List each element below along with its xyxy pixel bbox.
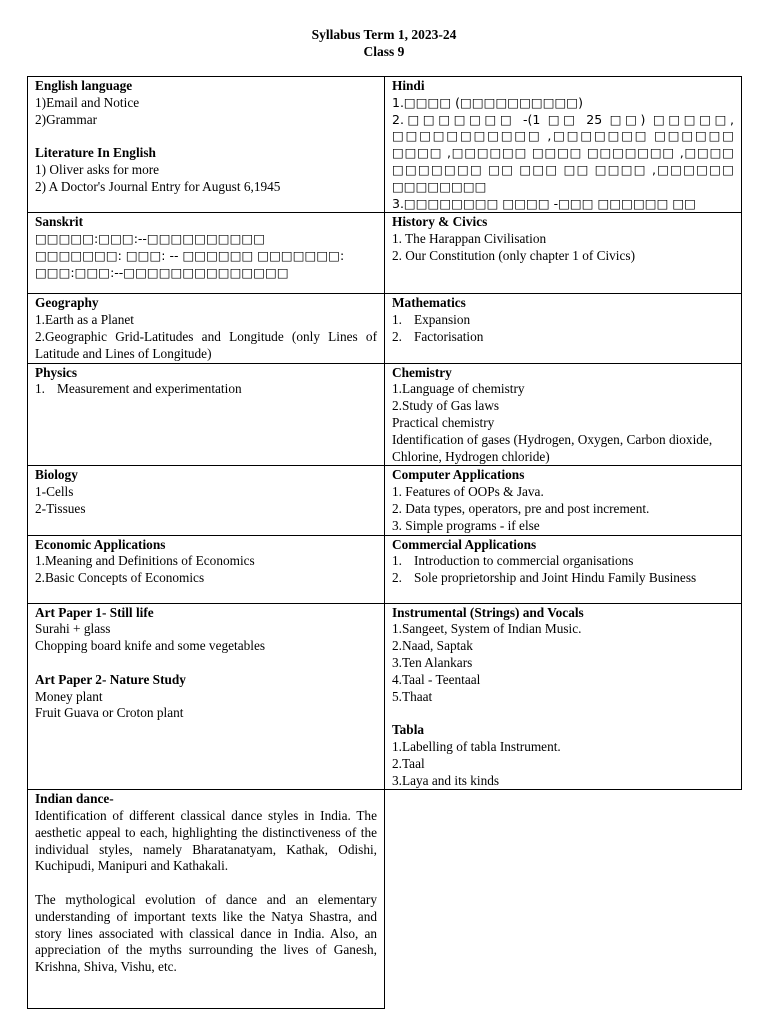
dance-paragraph-1: Identification of different classical dance styles in India. The aesthetic appeal to each, highlighting the distinctiveness of the individual styles, namely Bharatanatyam, Kathak, Odishi, Kuchipudi, Manipuri and Kathakali. [35, 808, 377, 874]
commercial-heading: Commercial Applications [392, 536, 537, 552]
history-heading: History & Civics [392, 214, 488, 230]
dance-paragraph-2: The mythological evolution of dance and an elementary understanding of important texts like the Natya Shastra, and story lines associated with classical dance in India. Also, an appreciation of the myths surrounding the lives of Ganesh, Krishna, Shiva, Vishu, etc. [35, 892, 377, 975]
history-item-2: 2. Our Constitution (only chapter 1 of Civics) [392, 247, 636, 263]
geography-item-1: 1.Earth as a Planet [35, 312, 134, 328]
economic-cell [28, 535, 385, 603]
hindi-item-3: 3.□□□□□□□□ □□□□ -□□□ □□□□□□ □□ [392, 195, 696, 211]
english-cell [28, 77, 385, 213]
music-item-2: 2.Naad, Saptak [392, 638, 473, 654]
computer-cell [385, 466, 742, 535]
list-item: 1. Expansion [392, 312, 471, 328]
music-heading: Instrumental (Strings) and Vocals [392, 604, 584, 620]
music-item-4: 4.Taal - Teentaal [392, 671, 481, 687]
music-cell [385, 603, 742, 790]
biology-item-1: 1-Cells [35, 484, 74, 500]
sanskrit-cell [28, 213, 385, 294]
geography-heading: Geography [35, 295, 99, 311]
hindi-item-2: 2.□□□□□□□ -(1 □□ 25 □□) □□□□□, □□□□□□□□□□□ ,□□□□□□□ □□□□□□ □□□□ ,□□□□□□ □□□□ □□□□□□□ ,□□□□ □□□□□□□ □□ □□□ □□ □□□□ ,□□□□□□ □□□□□□□□ [392, 111, 734, 194]
empty-cell [385, 790, 742, 1009]
english-heading: English language [35, 78, 133, 93]
syllabus-table [27, 76, 742, 1009]
sanskrit-heading: Sanskrit [35, 214, 84, 230]
chemistry-item-1: 1.Language of chemistry [392, 381, 525, 397]
commercial-list [392, 553, 734, 587]
music-item-3: 3.Ten Alankars [392, 654, 473, 670]
art-paper2-item-2: Fruit Guava or Croton plant [35, 705, 184, 721]
history-item-1: 1. The Harappan Civilisation [392, 231, 547, 247]
list-item: 1. Measurement and experimentation [35, 381, 242, 397]
art-paper2-heading: Art Paper 2- Nature Study [35, 671, 186, 687]
table-row [28, 535, 742, 603]
music-item-1: 1.Sangeet, System of Indian Music. [392, 621, 582, 637]
sanskrit-item-3: □□□:□□□:--□□□□□□□□□□□□□□ [35, 264, 289, 280]
commercial-cell [385, 535, 742, 603]
chemistry-practical: Identification of gases (Hydrogen, Oxygen, Carbon dioxide, Chlorine, Hydrogen chloride) [392, 431, 713, 464]
sanskrit-item-2: □□□□□□□: □□□: -- □□□□□□ □□□□□□□: [35, 247, 345, 263]
physics-heading: Physics [35, 364, 78, 380]
chemistry-item-3: Practical chemistry [392, 414, 495, 430]
table-row [28, 363, 742, 466]
economic-heading: Economic Applications [35, 536, 166, 552]
geography-item-2: 2.Geographic Grid-Latitudes and Longitude (only Lines of Latitude and Lines of Longitude) [35, 328, 377, 361]
tabla-heading: Tabla [392, 722, 425, 738]
dance-cell [28, 790, 385, 1009]
computer-item-3: 3. Simple programs - if else [392, 517, 540, 533]
mathematics-list [392, 312, 734, 346]
biology-item-2: 2-Tissues [35, 500, 86, 516]
hindi-heading: Hindi [392, 78, 425, 93]
table-row [28, 466, 742, 535]
art-paper1-item-2: Chopping board knife and some vegetables [35, 638, 266, 654]
dance-heading: Indian dance- [35, 791, 114, 807]
syllabus-term-title: Syllabus Term 1, 2023-24 [311, 27, 457, 42]
biology-heading: Biology [35, 467, 78, 483]
computer-item-1: 1. Features of OOPs & Java. [392, 484, 544, 500]
music-item-5: 5.Thaat [392, 688, 433, 704]
document-title [0, 26, 768, 60]
english-item-2: 2)Grammar [35, 111, 98, 127]
tabla-item-2: 2.Taal [392, 755, 425, 771]
chemistry-item-2: 2.Study of Gas laws [392, 398, 500, 414]
table-row [28, 603, 742, 790]
physics-cell [28, 363, 385, 466]
table-row [28, 213, 742, 294]
chemistry-heading: Chemistry [392, 364, 452, 380]
list-item: 2. Sole proprietorship and Joint Hindu Family Business [392, 570, 697, 586]
economic-item-2: 2.Basic Concepts of Economics [35, 570, 205, 586]
chemistry-cell [385, 363, 742, 466]
english-item-1: 1)Email and Notice [35, 94, 140, 110]
computer-item-2: 2. Data types, operators, pre and post increment. [392, 500, 650, 516]
geography-cell [28, 294, 385, 363]
biology-cell [28, 466, 385, 535]
art-paper1-heading: Art Paper 1- Still life [35, 604, 154, 620]
art-paper2-item-1: Money plant [35, 688, 103, 704]
mathematics-cell [385, 294, 742, 363]
economic-item-1: 1.Meaning and Definitions of Economics [35, 553, 255, 569]
history-cell [385, 213, 742, 294]
literature-item-1: 1) Oliver asks for more [35, 161, 160, 177]
table-row [28, 294, 742, 363]
literature-item-2: 2) A Doctor's Journal Entry for August 6,1945 [35, 178, 281, 194]
class-label: Class 9 [363, 44, 405, 59]
hindi-cell [385, 77, 742, 213]
sanskrit-item-1: □□□□□:□□□:--□□□□□□□□□□ [35, 231, 266, 247]
mathematics-heading: Mathematics [392, 295, 466, 311]
art-paper1-item-1: Surahi + glass [35, 621, 111, 637]
table-row [28, 790, 742, 1009]
computer-heading: Computer Applications [392, 467, 525, 483]
table-row [28, 77, 742, 213]
tabla-item-3: 3.Laya and its kinds [392, 772, 500, 788]
literature-heading: Literature In English [35, 145, 156, 161]
hindi-item-1: 1.□□□□ (□□□□□□□□□□) [392, 94, 583, 110]
tabla-item-1: 1.Labelling of tabla Instrument. [392, 738, 561, 754]
list-item: 1. Introduction to commercial organisations [392, 553, 634, 569]
physics-list [35, 381, 377, 398]
art-cell [28, 603, 385, 790]
list-item: 2. Factorisation [392, 328, 484, 344]
